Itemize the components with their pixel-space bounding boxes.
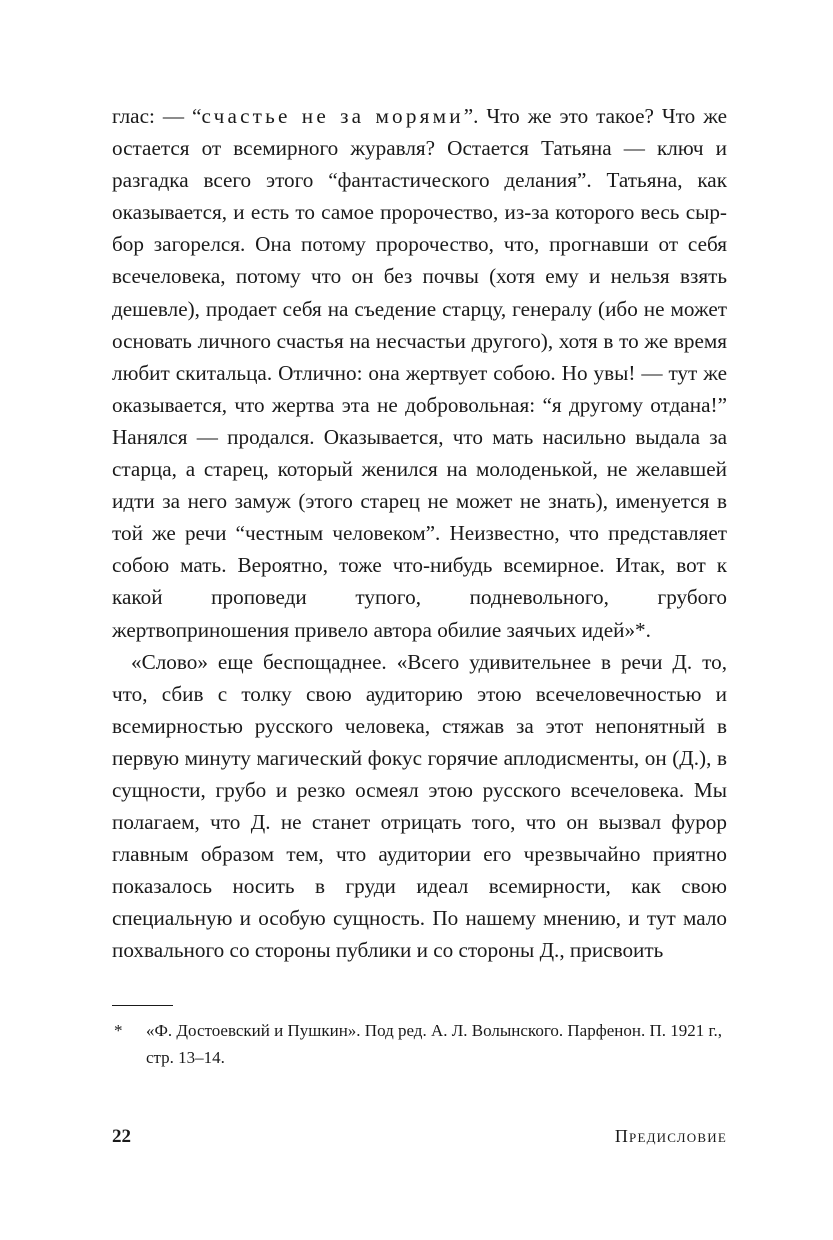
page-number: 22: [112, 1126, 131, 1147]
footnote-rule: [112, 1005, 173, 1006]
page-body: [112, 100, 727, 967]
running-head: Предисловие: [614, 1126, 727, 1146]
footnote: [112, 1017, 727, 1071]
paragraph-1-start: глас: — “: [112, 104, 202, 128]
paragraph-2: «Слово» еще беспощаднее. «Всего удивительнее в речи Д. то, что, сбив с толку свою аудиторию этою всечеловечностью и всемирностью русского человека, стяжав за этот непонятный в первую минуту магический фокус горячие аплодисменты, он (Д.), в сущности, грубо и резко осмеял этою русского всечеловека. Мы полагаем, что Д. не станет отрицать того, что он вызвал фурор главным образом тем, что аудитории его чрезвычайно приятно показалось носить в груди идеал всемирности, как свою специальную и особую сущность. По нашему мнению, и тут мало похвального со стороны публики и со стороны Д., присвоить: [112, 649, 727, 963]
spaced-quote: счастье не за морями: [201, 104, 464, 128]
body-text: [112, 100, 727, 967]
footnote-mark: *: [114, 1021, 123, 1040]
paragraph-1: [112, 100, 727, 646]
paragraph-1-rest: ”. Что же это такое? Что же остается от всемирного журавля? Остается Татьяна — ключ и разгадка всего этого “фантастического делания”. Татьяна, как оказывается, и есть то самое пророчество, из-за которого весь сыр-бор загорелся. Она потому пророчество, что, прогнавши от себя всечеловека, потому что он без почвы (хотя ему и нельзя взять дешевле), продает себя на съедение старцу, генералу (ибо не может основать личного счастья на несчастьи другого), хотя в то же время любит скитальца. Отлично: она жертвует собою. Но увы! — тут же оказывается, что жертва эта не добровольная: “я другому отдана!” Нанялся — продался. Оказывается, что мать насильно выдала за старца, а старец, который женился на молоденькой, не желавшей идти за него замуж (этого старец не может не знать), именуется в той же речи “честным человеком”. Неизвестно, что представляет собою мать. Вероятно, тоже что-нибудь всемирное. Итак, вот к какой проповеди тупого, подневольного, грубого жертвоприношения привело автора обилие заячьих идей»*.: [112, 104, 727, 642]
footnote-text: «Ф. Достоевский и Пушкин». Под ред. А. Л. Волынского. Парфенон. П. 1921 г., стр. 13–14.: [146, 1021, 723, 1067]
